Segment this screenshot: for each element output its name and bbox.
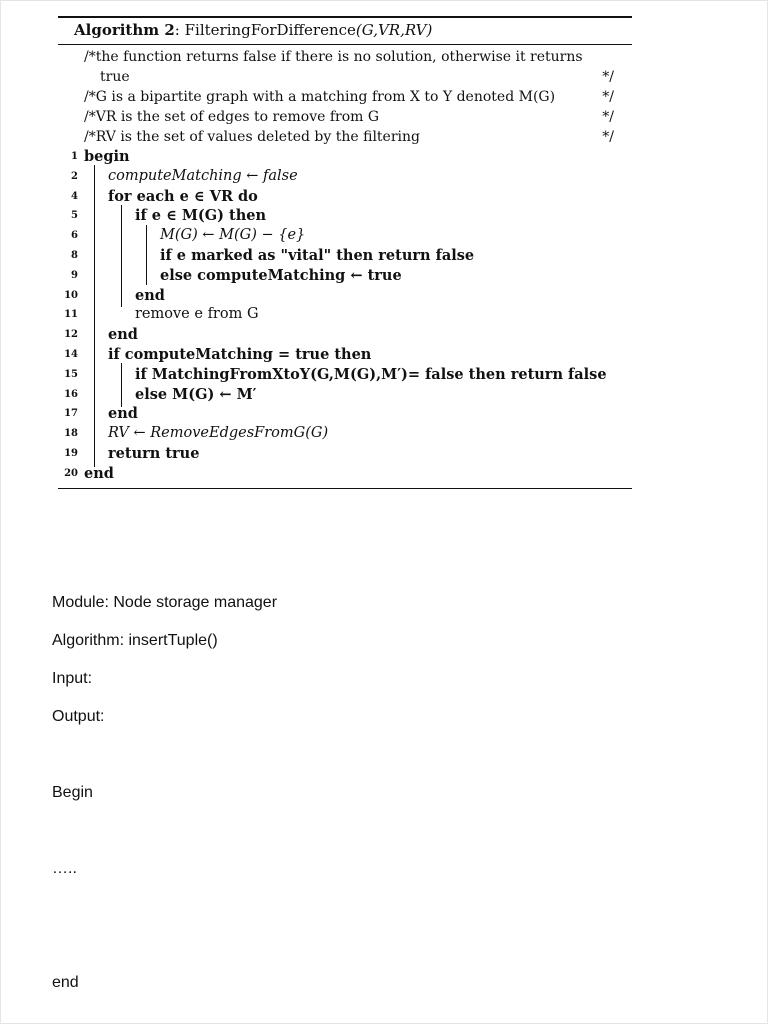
algorithm-name: FilteringForDifference (184, 21, 356, 39)
algorithm-box (58, 16, 632, 489)
comment-line: /*G is a bipartite graph with a matching from X to Y denoted M(G) */ (84, 89, 614, 105)
code-line: 19 return true (58, 444, 632, 464)
comment-end: */ (602, 109, 614, 125)
end-label: end (52, 974, 79, 991)
line-number: 10 (64, 289, 78, 301)
code-line: 8 if e marked as "vital" then return false (58, 246, 632, 266)
line-number: 17 (64, 408, 78, 420)
comment-line: /*VR is the set of edges to remove from G */ (84, 109, 614, 125)
line-number: 16 (64, 388, 78, 400)
input-label: Input: (52, 670, 93, 687)
algorithm-title: Algorithm 2: FilteringForDifference(G,VR,RV) (74, 21, 433, 39)
line-number: 18 (64, 428, 78, 440)
line-number: 9 (71, 269, 78, 281)
bottom-rule (58, 488, 632, 489)
code-line: 4 for each e ∈ VR do (58, 187, 632, 207)
comment-line: /*the function returns false if there is no solution, otherwise it returns (84, 49, 583, 65)
comment-line: true */ (100, 69, 614, 85)
code-line: 2 computeMatching ← false (58, 167, 632, 187)
code-line: 20 end (58, 464, 632, 484)
code-line: 10 end (58, 286, 632, 306)
line-number: 1 (71, 151, 78, 162)
line-number: 6 (71, 230, 78, 242)
line-number: 2 (71, 170, 78, 182)
code-line: 18 RV ← RemoveEdgesFromG(G) (58, 424, 632, 444)
algorithm-label: Algorithm: insertTuple() (52, 632, 218, 649)
module-label: Module: Node storage manager (52, 594, 278, 611)
comment-end: */ (602, 129, 614, 145)
begin-label: Begin (52, 784, 93, 801)
code-block (58, 147, 632, 484)
code-line: 5 if e ∈ M(G) then (58, 206, 632, 226)
line-number: 20 (64, 467, 78, 479)
code-line: 15 if MatchingFromXtoY(G,M(G),M′)= false then return false (58, 365, 632, 385)
algorithm-number: Algorithm 2 (74, 21, 175, 39)
code-line: 6 M(G) ← M(G) − {e} (58, 226, 632, 246)
code-line: 11 remove e from G (58, 305, 632, 325)
code-line: 16 else M(G) ← M′ (58, 385, 632, 405)
line-number: 8 (71, 249, 78, 261)
comment-line: /*RV is the set of values deleted by the filtering */ (84, 129, 614, 145)
algorithm-params: (G,VR,RV) (355, 21, 433, 39)
line-number: 15 (64, 368, 78, 380)
line-number: 14 (64, 348, 78, 360)
line-number: 12 (64, 329, 78, 341)
line-number: 5 (71, 210, 78, 222)
ellipsis-label: ….. (52, 860, 77, 877)
line-number: 19 (64, 447, 78, 459)
line-number: 11 (64, 309, 78, 321)
code-line: 1 begin (58, 147, 632, 167)
code-line: 12 end (58, 325, 632, 345)
line-number: 4 (71, 190, 78, 202)
comment-end: */ (602, 69, 614, 85)
code-line: 17 end (58, 404, 632, 424)
code-line: 14 if computeMatching = true then (58, 345, 632, 365)
comment-end: */ (602, 89, 614, 105)
code-line: 9 else computeMatching ← true (58, 266, 632, 286)
comment-block (58, 45, 632, 147)
output-label: Output: (52, 708, 105, 725)
